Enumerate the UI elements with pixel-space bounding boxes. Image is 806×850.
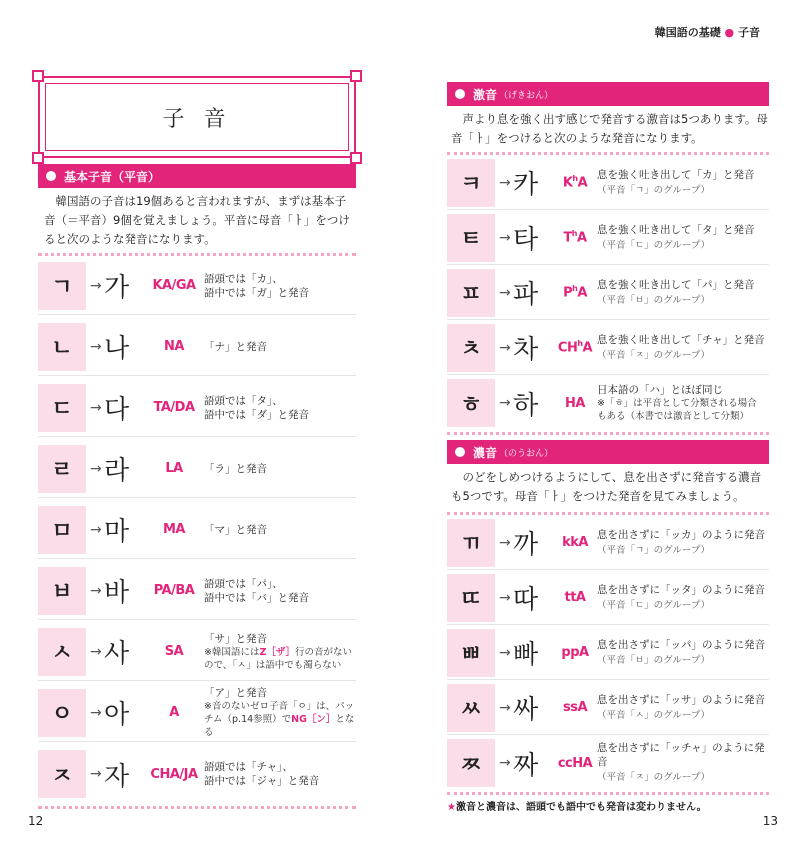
consonant-box: ㄱ	[38, 262, 86, 310]
page-number: 13	[762, 814, 778, 828]
group-note: （平音「ㅈ」のグループ）	[597, 349, 711, 361]
consonant-box: ㅊ	[447, 324, 495, 372]
consonant-box: ㅈ	[38, 750, 86, 798]
consonant-row	[447, 376, 769, 430]
romanization-part: K	[562, 175, 573, 191]
group-note: （平音「ㅈ」のグループ）	[597, 772, 711, 783]
section-title: 濃音	[473, 445, 498, 460]
arrow-icon: →	[90, 277, 102, 294]
romanization: NA	[164, 339, 184, 354]
description	[204, 462, 267, 476]
description-line: 語中では「ダ」と発音	[204, 408, 309, 421]
consonant-row	[38, 684, 356, 742]
syllable: 따	[513, 585, 539, 615]
section-reading: （げきおん）	[499, 90, 554, 101]
group-note: （平音「ㄱ」のグループ）	[597, 184, 711, 196]
bullet-icon	[455, 89, 465, 99]
romanization-part: A	[577, 175, 588, 191]
section-heading-tense	[447, 440, 769, 464]
syllable: 라	[104, 456, 130, 486]
romanization: SA	[164, 644, 184, 659]
circle-icon: ●	[724, 26, 735, 39]
consonant-row	[38, 379, 356, 437]
arrow-icon: →	[90, 704, 102, 721]
dotted-divider	[447, 152, 769, 155]
syllable: 파	[513, 280, 539, 310]
dotted-divider	[38, 253, 356, 256]
page-title: 子 音	[162, 106, 232, 132]
romanization-part: A	[577, 285, 587, 301]
description-line: 語頭では「パ」、	[204, 577, 283, 590]
description-note	[204, 713, 356, 739]
romanization: TA/DA	[153, 400, 195, 415]
arrow-icon: →	[499, 699, 511, 716]
consonant-row	[38, 318, 356, 376]
description-line: 語中では「ジャ」と発音	[204, 775, 320, 787]
romanization-part: T	[563, 230, 572, 246]
consonant-box: ㄸ	[447, 574, 495, 622]
description-note: もある（本書では激音として分類）	[597, 411, 750, 422]
description-line: 「ナ」と発音	[204, 340, 267, 353]
group-note: （平音「ㄷ」のグループ）	[597, 599, 711, 611]
arrow-icon: →	[90, 399, 102, 416]
arrow-icon: →	[499, 395, 511, 411]
consonant-box: ㄷ	[38, 384, 86, 432]
dotted-divider	[447, 792, 769, 795]
description-note: ※「ㅎ」は平音として分類される場合	[597, 398, 757, 409]
romanization: ttA	[564, 590, 586, 605]
romanization: ssA	[562, 700, 588, 715]
consonant-row	[38, 745, 356, 803]
description	[204, 394, 309, 422]
description	[597, 693, 765, 723]
intro-paragraph: のどをしめつけるようにして、息を出さずに発音する濃音も5つです。母音「ㅏ」をつけた発音を見てみましょう。	[451, 470, 762, 503]
note-highlight: Z［ザ］	[259, 646, 295, 658]
description-line: 「マ」と発音	[204, 523, 267, 536]
consonant-box: ㅁ	[38, 506, 86, 554]
syllable: 차	[513, 335, 539, 365]
right-page	[403, 0, 806, 850]
romanization: A	[169, 705, 179, 720]
consonant-box: ㅋ	[447, 159, 495, 207]
description-line: 「サ」と発音	[204, 632, 267, 645]
description-line: 息を強く吐き出して「パ」と発音	[597, 278, 755, 291]
arrow-icon: →	[499, 229, 511, 246]
page-number: 12	[28, 814, 44, 828]
syllable: 빠	[513, 640, 539, 670]
consonant-row	[447, 736, 769, 790]
note-text: となる	[204, 714, 355, 738]
note-highlight: NG［ン］	[291, 714, 336, 725]
title-frame	[38, 76, 356, 158]
romanization: PA/BA	[153, 583, 195, 598]
title-inner	[45, 83, 349, 151]
description-line: 語頭では「チャ」、	[204, 761, 293, 773]
syllable: 아	[104, 700, 130, 730]
footnote-text: 激音と濃音は、語頭でも語中でも発音は変わりません。	[455, 802, 707, 813]
consonant-row	[447, 516, 769, 570]
description-note	[204, 646, 352, 659]
syllable: 하	[513, 390, 539, 421]
description-line: 語頭では「タ」、	[204, 394, 283, 407]
description	[204, 760, 319, 788]
description	[597, 223, 755, 253]
consonant-box: ㅅ	[38, 628, 86, 676]
arrow-icon: →	[499, 339, 511, 356]
description-line: 「ア」と発音	[204, 687, 267, 699]
romanization: HA	[565, 395, 585, 411]
arrow-icon: →	[90, 582, 102, 599]
note-text: ※韓国語には	[204, 646, 260, 658]
footnote	[447, 798, 707, 813]
consonant-box: ㅇ	[38, 689, 86, 737]
arrow-icon: →	[499, 174, 511, 191]
description	[597, 741, 769, 785]
description	[204, 272, 309, 300]
section-title: 激音	[473, 87, 498, 102]
arrow-icon: →	[499, 644, 511, 661]
consonant-row	[447, 626, 769, 680]
description	[597, 278, 755, 308]
arrow-icon: →	[90, 643, 102, 660]
description	[204, 632, 352, 672]
group-note: （平音「ㅂ」のグループ）	[597, 294, 711, 306]
dotted-divider	[447, 512, 769, 515]
consonant-box: ㅍ	[447, 269, 495, 317]
romanization-aspiration: h	[572, 174, 578, 184]
romanization-part: A	[577, 230, 587, 246]
consonant-box: ㅂ	[38, 567, 86, 615]
romanization: ppA	[561, 645, 589, 660]
syllable: 마	[104, 517, 130, 547]
description-line: 息を出さずに「ッカ」のように発音	[597, 528, 765, 541]
running-head	[655, 24, 760, 40]
intro-paragraph: 声より息を強く出す感じで発音する激音は5つあります。母音「ㅏ」をつけると次のような発音になります。	[451, 112, 768, 145]
frame-corner	[32, 70, 44, 82]
consonant-box: ㅎ	[447, 379, 495, 427]
description	[204, 577, 309, 605]
dotted-divider	[38, 806, 356, 809]
consonant-box: ㄲ	[447, 519, 495, 567]
description	[597, 583, 765, 613]
romanization	[553, 174, 597, 190]
arrow-icon: →	[499, 534, 511, 551]
description	[204, 523, 267, 537]
arrow-icon: →	[499, 755, 511, 771]
consonant-row	[447, 321, 769, 375]
consonant-row	[447, 571, 769, 625]
syllable: 다	[104, 395, 130, 425]
description	[597, 168, 755, 198]
consonant-box: ㄹ	[38, 445, 86, 493]
frame-corner	[32, 152, 44, 164]
section-reading: （のうおん）	[499, 448, 554, 459]
syllable: 가	[104, 273, 130, 303]
description-line: 「ラ」と発音	[204, 462, 267, 475]
romanization-aspiration: h	[577, 339, 583, 349]
romanization-aspiration: h	[572, 284, 578, 294]
frame-corner	[350, 152, 362, 164]
romanization: KA/GA	[152, 278, 196, 293]
syllable: 싸	[513, 695, 539, 725]
running-head-section: 子音	[738, 26, 760, 39]
consonant-row	[38, 623, 356, 681]
syllable: 짜	[513, 750, 539, 781]
consonant-box: ㅃ	[447, 629, 495, 677]
romanization: CHA/JA	[150, 766, 198, 782]
running-head-title: 韓国語の基礎	[654, 26, 721, 39]
note-text: 行の音がない	[294, 646, 352, 658]
consonant-row	[38, 257, 356, 315]
description-line: 息を出さずに「ッサ」のように発音	[597, 693, 765, 706]
syllable: 카	[513, 170, 539, 200]
description-line: 語頭では「カ」、	[204, 272, 283, 285]
arrow-icon: →	[90, 338, 102, 355]
syllable: 자	[104, 761, 130, 792]
intro-paragraph: 韓国語の子音は19個あると言われますが、まずは基本子音（＝平音）9個を覚えましょう。平音に母音「ㅏ」をつけると次のような発音になります。	[44, 194, 350, 246]
arrow-icon: →	[499, 589, 511, 606]
description	[597, 528, 765, 558]
section-title: 基本子音（平音）	[64, 169, 161, 184]
arrow-icon: →	[90, 766, 102, 782]
consonant-row	[447, 211, 769, 265]
arrow-icon: →	[90, 521, 102, 538]
description-line: 語中では「ガ」と発音	[204, 286, 309, 299]
syllable: 바	[104, 578, 130, 608]
group-note: （平音「ㄱ」のグループ）	[597, 544, 711, 556]
consonant-box: ㅌ	[447, 214, 495, 262]
description-line: 息を出さずに「ッパ」のように発音	[597, 638, 765, 651]
consonant-row	[38, 562, 356, 620]
section-heading-basic	[38, 164, 356, 188]
description	[597, 383, 757, 423]
description-line: 息を強く吐き出して「カ」と発音	[597, 168, 755, 181]
description-line: 日本語の「ハ」とほぼ同じ	[597, 384, 723, 396]
description	[204, 340, 267, 354]
description-line: 息を強く吐き出して「タ」と発音	[597, 223, 755, 236]
consonant-row	[447, 156, 769, 210]
description-line: 息を出さずに「ッチャ」のように発音	[597, 742, 765, 768]
bullet-icon	[46, 171, 56, 181]
frame-corner	[350, 70, 362, 82]
consonant-box: ㅆ	[447, 684, 495, 732]
star-icon: ★	[447, 802, 456, 813]
note-text: チム（p.14参照）で	[204, 714, 292, 725]
description	[204, 686, 356, 739]
bullet-icon	[455, 447, 465, 457]
syllable: 사	[104, 639, 130, 669]
romanization-part: A	[582, 340, 593, 356]
section-heading-aspirated	[447, 82, 769, 106]
consonant-row	[38, 440, 356, 498]
description	[597, 333, 765, 363]
romanization-aspiration: h	[571, 229, 577, 239]
syllable: 나	[104, 334, 130, 364]
romanization-part: CH	[557, 340, 578, 356]
romanization	[553, 339, 597, 355]
romanization	[553, 229, 597, 245]
romanization: LA	[165, 461, 183, 476]
consonant-row	[447, 266, 769, 320]
romanization-part: P	[563, 285, 573, 301]
description-line: 息を出さずに「ッタ」のように発音	[597, 583, 765, 596]
description	[597, 638, 765, 668]
romanization: ccHA	[557, 755, 593, 771]
description-note: ので、「ㅅ」は語中でも濁らない	[204, 659, 342, 671]
group-note: （平音「ㄷ」のグループ）	[597, 239, 711, 251]
romanization: MA	[163, 522, 185, 537]
description-note: ※音のないゼロ子音「ㅇ」は、パッ	[204, 701, 355, 712]
description-line: 語中では「バ」と発音	[204, 591, 309, 604]
consonant-row	[38, 501, 356, 559]
arrow-icon: →	[90, 460, 102, 477]
syllable: 까	[513, 530, 539, 560]
description-line: 息を強く吐き出して「チャ」と発音	[597, 333, 765, 346]
consonant-box: ㅉ	[447, 739, 495, 787]
dotted-divider	[447, 432, 769, 435]
romanization: kkA	[562, 535, 588, 550]
group-note: （平音「ㅅ」のグループ）	[597, 709, 711, 721]
syllable: 타	[513, 225, 539, 255]
arrow-icon: →	[499, 284, 511, 301]
consonant-box: ㄴ	[38, 323, 86, 371]
romanization	[553, 284, 597, 300]
consonant-row	[447, 681, 769, 735]
group-note: （平音「ㅂ」のグループ）	[597, 654, 711, 666]
